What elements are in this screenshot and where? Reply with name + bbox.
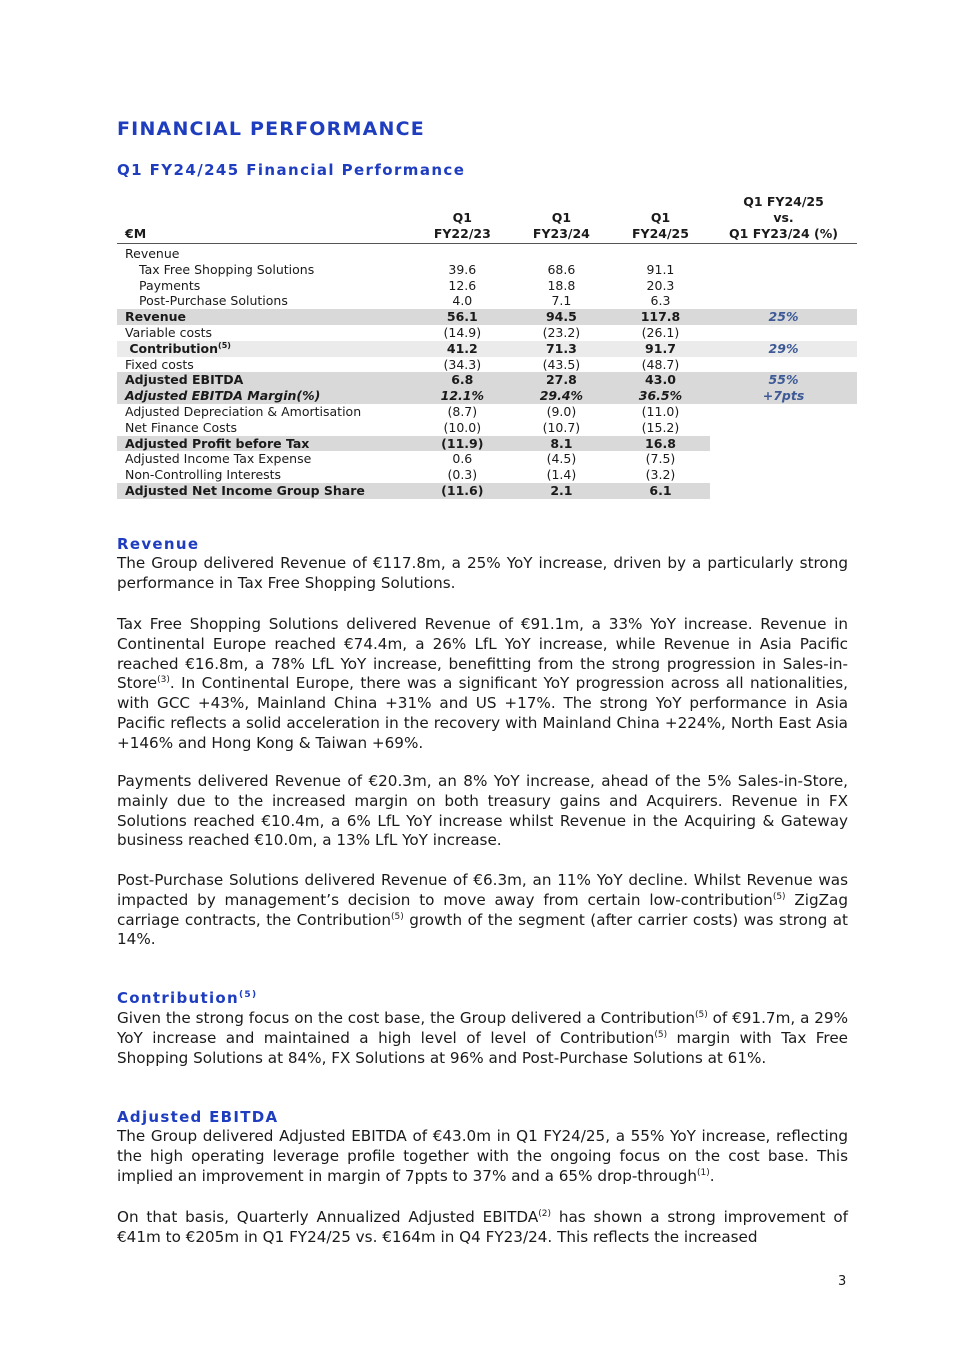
footnote-ref: (5) [239, 990, 258, 1000]
footnote-ref: (5) [390, 911, 404, 922]
cell [710, 262, 857, 278]
table-row-subtotal [117, 436, 857, 452]
cell: 56.1 [413, 309, 512, 325]
cell: (14.9) [443, 324, 482, 340]
table-row [117, 451, 857, 467]
table-row [117, 404, 857, 420]
row-label: Net Finance Costs [125, 419, 238, 435]
cell: 12.6 [448, 277, 477, 293]
cell-yoy: 29% [710, 341, 857, 357]
header-q1-fy23-24 [512, 194, 611, 244]
cell: (11.6) [413, 483, 512, 499]
table-row [117, 467, 857, 483]
revenue-paragraph-2 [117, 615, 848, 754]
row-label: Payments [139, 277, 201, 293]
row-label: Adjusted Profit before Tax [117, 436, 413, 452]
cell: 4.0 [452, 293, 473, 309]
revenue-paragraph-3: Payments delivered Revenue of €20.3m, an 8% YoY increase, ahead of the 5% Sales-in-Store, mainly due to the increased margin on both treasury gains and Acquirers. Revenue in FX Solutions reached €10.4m, a 6% LfL YoY increase whilst Revenue in the Acquiring & Gateway business reached €10.0m, a 13% LfL YoY increase. [117, 772, 848, 850]
cell [710, 357, 857, 373]
cell: 0.6 [452, 451, 473, 467]
header-line: FY24/25 [632, 226, 689, 241]
text-run: Given the strong focus on the cost base, the Group delivered a Contribution [117, 1009, 695, 1027]
cell [710, 278, 857, 294]
cell: 12.1% [413, 388, 512, 404]
row-label: Adjusted EBITDA Margin(%) [117, 388, 413, 404]
cell [710, 483, 857, 499]
cell: 6.8 [413, 372, 512, 388]
cell: 29.4% [512, 388, 611, 404]
text-run: Post-Purchase Solutions delivered Revenue of €6.3m, an 11% YoY decline. Whilst Revenue was impacted by management’s decision to move away from certain low-contribution [117, 871, 848, 909]
cell: (11.0) [641, 403, 680, 419]
cell-yoy: 25% [710, 309, 857, 325]
table-row [117, 293, 857, 309]
cell: (4.5) [546, 451, 577, 467]
cell: 91.7 [611, 341, 710, 357]
cell: (10.0) [443, 419, 482, 435]
revenue-paragraph-4 [117, 871, 848, 950]
cell: (0.3) [447, 467, 478, 483]
cell: 68.6 [547, 261, 576, 277]
cell: 39.6 [448, 261, 477, 277]
footnote-ref: (2) [538, 1208, 551, 1219]
row-label: Revenue [125, 246, 180, 261]
row-label: Post-Purchase Solutions [139, 293, 288, 309]
cell: (15.2) [641, 419, 680, 435]
table-row [117, 420, 857, 436]
cell: 71.3 [512, 341, 611, 357]
cell [710, 436, 857, 452]
text-run: has shown a strong improvement of €41m to €205m in Q1 FY24/25 vs. €164m in Q4 FY23/24. This reflects the increased [117, 1208, 848, 1246]
text-run: . [709, 1166, 715, 1185]
cell: 94.5 [512, 309, 611, 325]
cell: (48.7) [641, 356, 680, 372]
cell-yoy: +7pts [710, 388, 857, 404]
header-line: Q1 [650, 210, 671, 225]
cell: 6.1 [611, 483, 710, 499]
cell: (10.7) [542, 419, 581, 435]
table-row [117, 244, 857, 262]
header-line: Q1 FY24/25 [743, 194, 824, 209]
cell: 91.1 [646, 261, 675, 277]
cell: 18.8 [547, 277, 576, 293]
section-heading-contribution [117, 989, 257, 1007]
footnote-ref: (1) [697, 1167, 710, 1178]
footnote-ref: (5) [654, 1029, 668, 1040]
text-run: ZigZag carriage contracts, the Contribution [117, 890, 848, 929]
table-row [117, 325, 857, 341]
table-header-row [117, 194, 857, 244]
cell: 117.8 [611, 309, 710, 325]
cell [512, 244, 611, 262]
text-run: margin with Tax Free Shopping Solutions at 84%, FX Solutions at 96% and Post-Purchase Solutions at 61%. [117, 1028, 849, 1067]
cell: 6.3 [650, 293, 671, 309]
cell: 8.1 [512, 436, 611, 452]
text-run: The Group delivered Adjusted EBITDA of €43.0m in Q1 FY24/25, a 55% YoY increase, reflecting the high operating leverage profile together with the ongoing focus on the cost base. This implied an improvement in margin of 7ppts to 37% and a 65% drop-through [117, 1127, 848, 1185]
row-label: Adjusted Depreciation & Amortisation [125, 403, 362, 419]
cell: 41.2 [413, 341, 512, 357]
text-run: . In Continental Europe, there was a significant YoY progression across all nationalities, with GCC +43%, Mainland China +31% and US +17%. The strong YoY performance in Asia Pacific reflects a solid acceleration in the recovery with Mainland China +224%, North East Asia +146% and Hong Kong & Taiwan +69%. [117, 674, 848, 752]
row-label: Adjusted EBITDA [117, 372, 413, 388]
header-q1-fy22-23 [413, 194, 512, 244]
financial-performance-table [117, 194, 857, 499]
footnote-ref: (5) [694, 1009, 708, 1020]
table-row-subtotal [117, 483, 857, 499]
text-run: Tax Free Shopping Solutions delivered Revenue of €91.1m, a 33% YoY increase. Revenue in Continental Europe reached €74.4m, a 26% LfL YoY increase, while Revenue in Asia Pacific reached €16.8m, a 78% LfL YoY increase, benefitting from the strong progression in Sales-in-Store [117, 615, 848, 693]
text-run: On that basis, Quarterly Annualized Adjusted EBITDA [117, 1208, 539, 1226]
header-line: Q1 FY23/24 (%) [729, 226, 838, 241]
ebitda-paragraph-1 [117, 1127, 848, 1186]
header-line: FY22/23 [433, 226, 491, 241]
section-heading-revenue: Revenue [117, 535, 200, 553]
revenue-paragraph-1: The Group delivered Revenue of €117.8m, a 25% YoY increase, driven by a particularly strong performance in Tax Free Shopping Solutions. [117, 554, 848, 592]
header-line: FY23/24 [532, 226, 590, 241]
footnote-ref: (5) [772, 891, 786, 902]
cell: (11.9) [413, 436, 512, 452]
footnote-ref: (3) [157, 675, 170, 686]
row-label: Tax Free Shopping Solutions [139, 261, 315, 277]
header-line: Q1 [452, 210, 472, 225]
cell: 20.3 [646, 277, 675, 293]
cell: 16.8 [611, 436, 710, 452]
contribution-paragraph [117, 1009, 848, 1068]
table-title: Q1 FY24/245 Financial Performance [117, 161, 466, 179]
header-unit: €M [117, 194, 413, 244]
cell: (23.2) [542, 324, 581, 340]
header-yoy-change [710, 194, 857, 244]
cell: 27.8 [512, 372, 611, 388]
cell: 7.1 [551, 293, 572, 309]
table-row-subtotal [117, 341, 857, 357]
cell: (26.1) [641, 324, 680, 340]
header-line: Q1 [551, 210, 572, 225]
table-row-subtotal [117, 309, 857, 325]
row-label: Revenue [117, 309, 413, 325]
header-q1-fy24-25 [611, 194, 710, 244]
cell [611, 244, 710, 262]
row-label: Variable costs [125, 324, 213, 340]
cell [710, 293, 857, 309]
footnote-ref: (5) [218, 340, 231, 350]
heading-text: Contribution [117, 989, 240, 1007]
cell-yoy: 55% [710, 372, 857, 388]
text-run: of €91.7m, a 29% YoY increase and maintained a high level of level of Contribution [117, 1009, 848, 1047]
table-row-subtotal [117, 372, 857, 388]
cell [710, 404, 857, 420]
row-label [117, 341, 413, 357]
ebitda-paragraph-2 [117, 1208, 848, 1248]
cell [413, 244, 512, 262]
cell: (8.7) [447, 403, 478, 419]
cell: (34.3) [443, 356, 482, 372]
row-label-text: Contribution [129, 340, 219, 356]
cell [710, 325, 857, 341]
cell: (9.0) [546, 403, 577, 419]
cell: 2.1 [512, 483, 611, 499]
table-row [117, 357, 857, 373]
cell: (7.5) [645, 451, 676, 467]
table-row [117, 262, 857, 278]
cell: 36.5% [611, 388, 710, 404]
cell [710, 244, 857, 262]
section-heading-ebitda: Adjusted EBITDA [117, 1108, 279, 1126]
table-row-subtotal [117, 388, 857, 404]
row-label: Adjusted Income Tax Expense [125, 451, 312, 467]
text-run: growth of the segment (after carrier costs) was strong at 14%. [117, 910, 848, 949]
cell: (1.4) [546, 467, 577, 483]
page-number: 3 [838, 1274, 847, 1289]
header-line: vs. [773, 210, 794, 225]
cell: (3.2) [645, 467, 676, 483]
cell [710, 451, 857, 467]
row-label: Adjusted Net Income Group Share [117, 483, 413, 499]
row-label: Non-Controlling Interests [125, 467, 282, 483]
cell: (43.5) [542, 356, 581, 372]
page-title: FINANCIAL PERFORMANCE [117, 118, 425, 140]
cell [710, 467, 857, 483]
row-label: Fixed costs [125, 356, 194, 372]
cell [710, 420, 857, 436]
cell: 43.0 [611, 372, 710, 388]
table-row [117, 278, 857, 294]
